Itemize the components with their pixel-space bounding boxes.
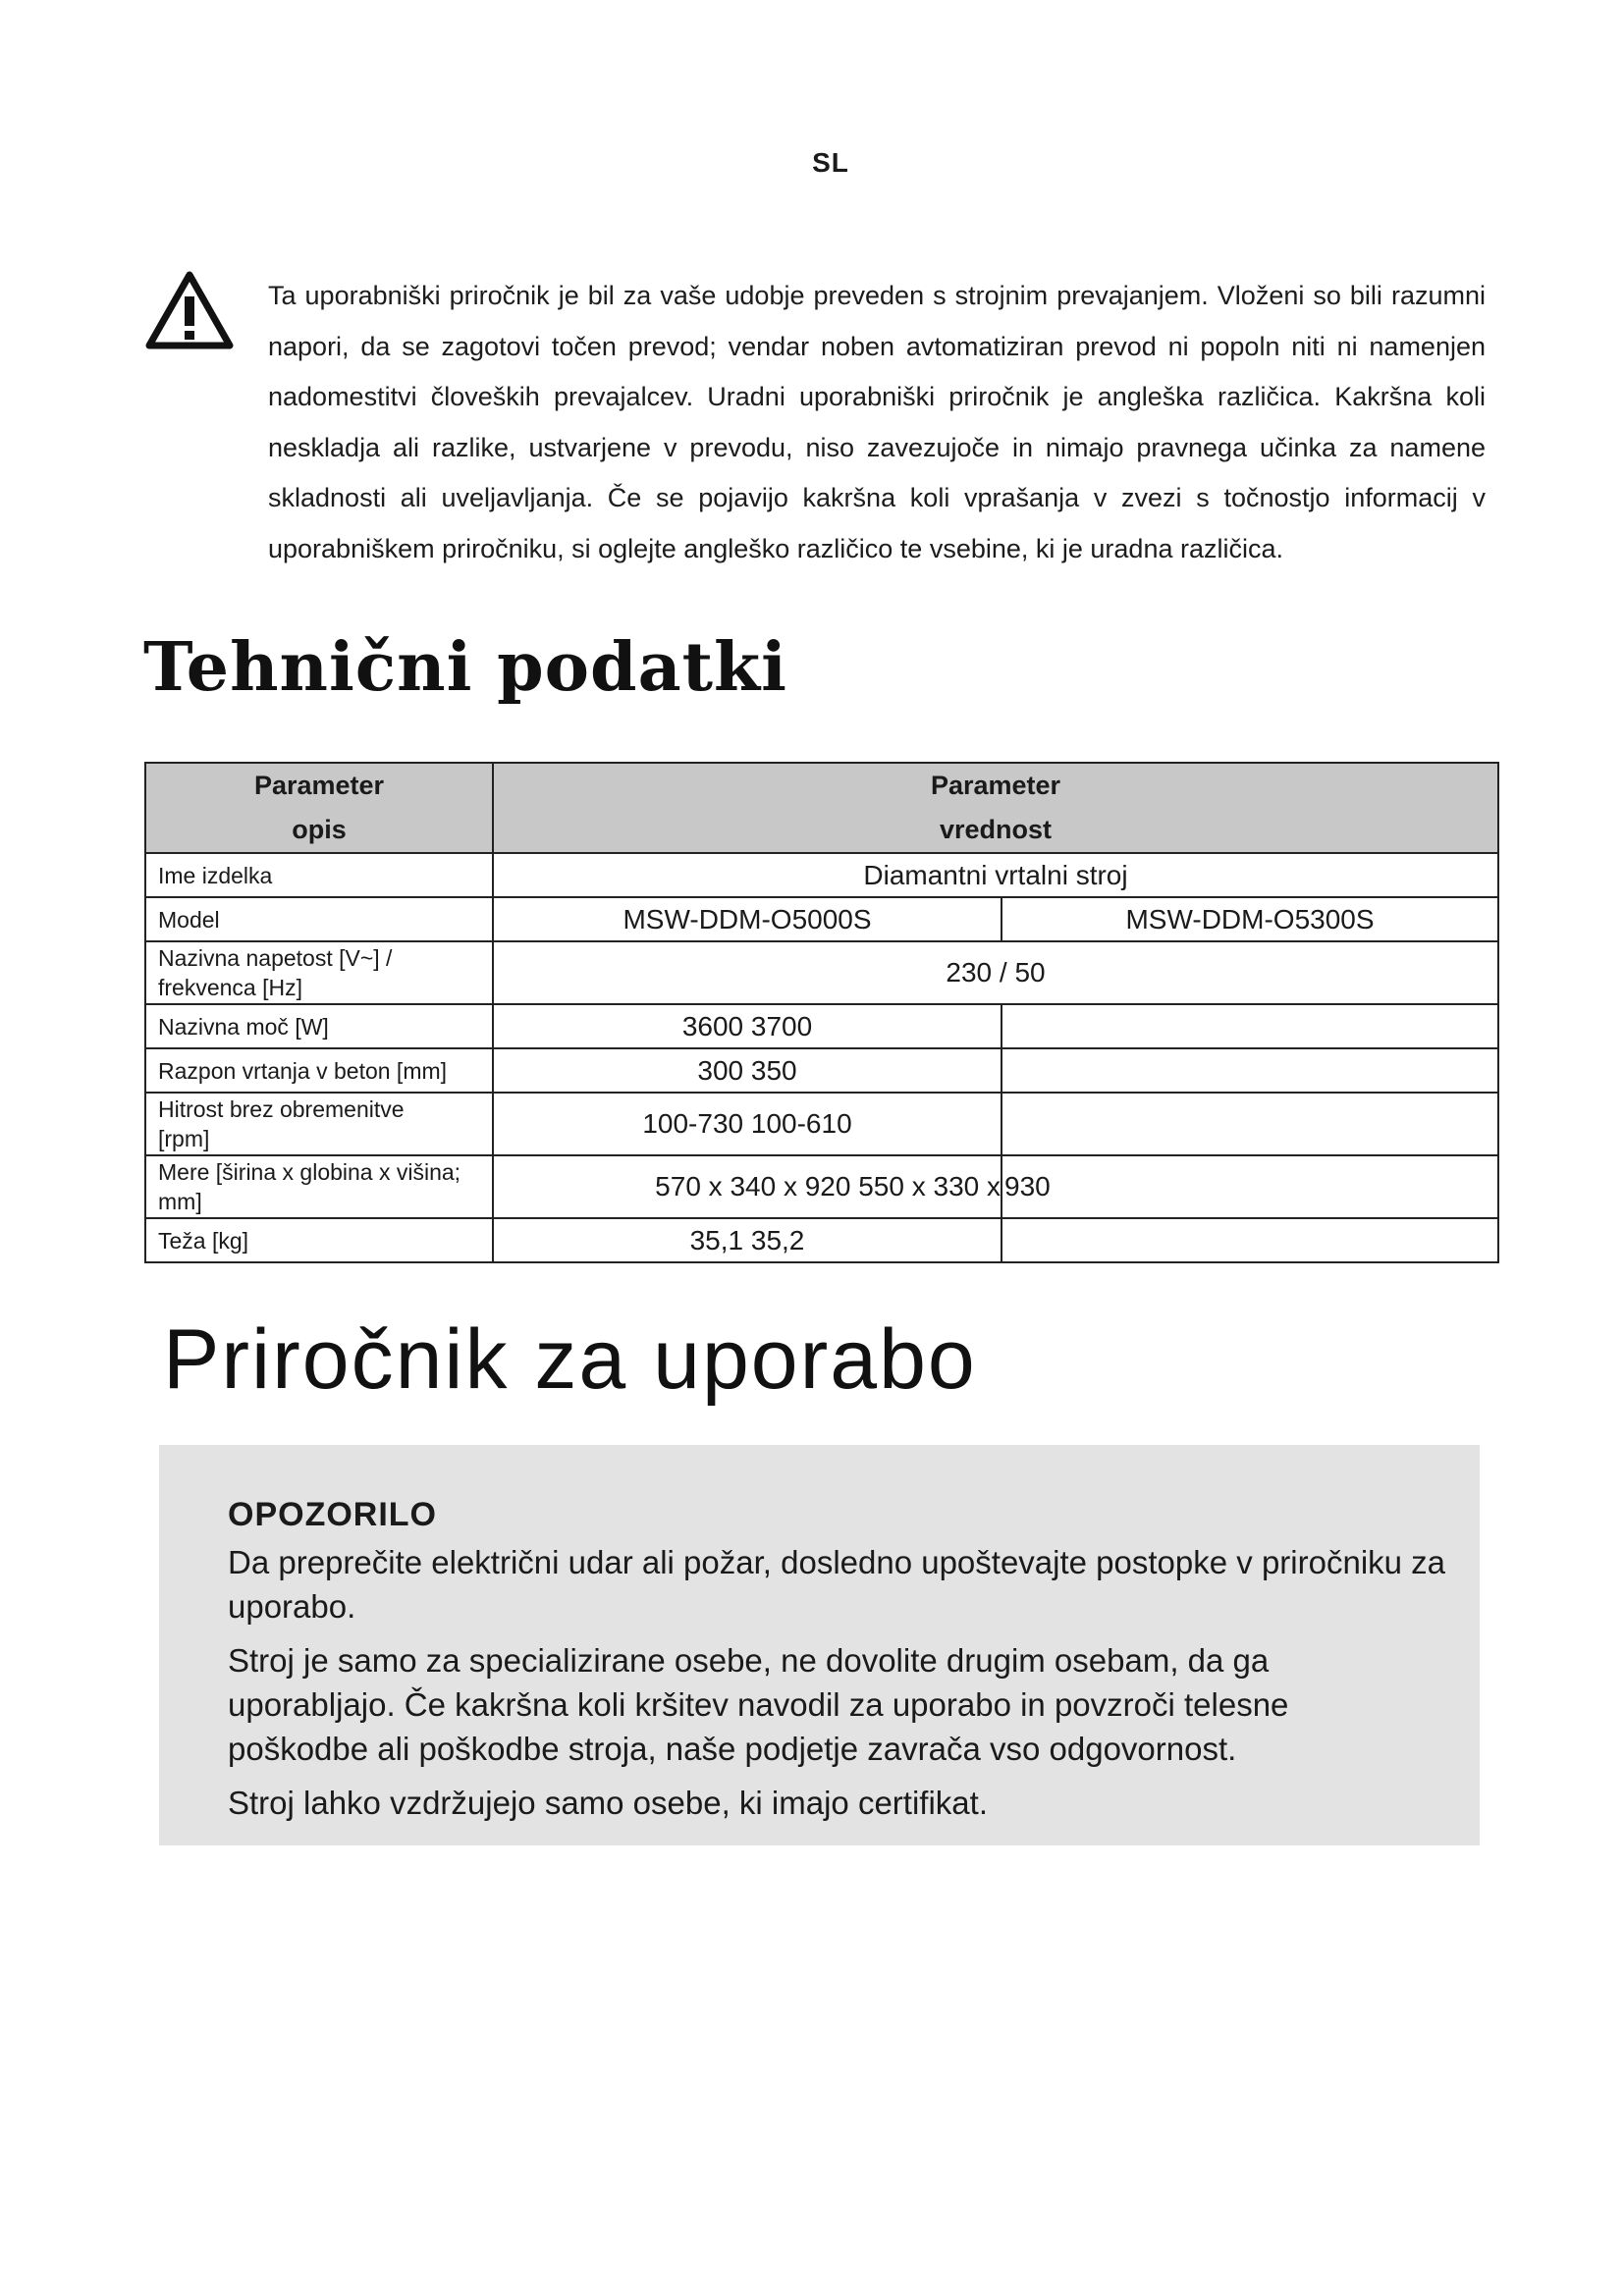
row-value-product-name: Diamantni vrtalni stroj (493, 853, 1498, 897)
warning-paragraph-2 (228, 1638, 1480, 1771)
table-header-row (145, 763, 1498, 853)
row-label-weight: Teža [kg] (145, 1218, 493, 1262)
technical-data-heading: Tehnični podatki (143, 628, 787, 707)
header-col2-line2: vrednost (939, 815, 1053, 844)
row-label-dimensions-line1: Mere [širina x globina x višina; (158, 1159, 461, 1185)
warning-p2-line3: poškodbe ali poškodbe stroja, naše podjetje zavrača vso odgovornost. (228, 1731, 1237, 1767)
warning-box (159, 1445, 1480, 1845)
warning-p2-line2: uporabljajo. Če kakršna koli kršitev navodil za uporabo in povzroči telesne (228, 1686, 1289, 1723)
warning-paragraph-1 (228, 1540, 1480, 1629)
row-empty-speed (1001, 1093, 1498, 1155)
row-value-power: 3600 3700 (493, 1004, 1001, 1048)
warning-p1-line2: uporabo. (228, 1588, 356, 1625)
row-value-model-b: MSW-DDM-O5300S (1001, 897, 1498, 941)
row-value-model-a: MSW-DDM-O5000S (493, 897, 1001, 941)
table-row (145, 1218, 1498, 1262)
header-col2-line1: Parameter (930, 771, 1061, 800)
row-label-voltage-line1: Nazivna napetost [V~] / (158, 945, 393, 971)
row-empty-drilling-range (1001, 1048, 1498, 1093)
header-parameter-description (145, 763, 493, 853)
warning-p1-line1: Da preprečite električni udar ali požar, dosledno upoštevajte postopke v priročniku za (228, 1544, 1446, 1580)
row-value-dimensions-b: 930 (1001, 1155, 1498, 1218)
header-parameter-value (493, 763, 1498, 853)
translation-disclaimer: Ta uporabniški priročnik je bil za vaše udobje preveden s strojnim prevajanjem. Vloženi so bili razumni napori, da se zagotovi točen prevod; vendar noben avtomatiziran prevod ni popoln niti ni namenjen nadomestitvi človeških prevajalcev. Uradni uporabniški priročnik je angleška različica. Kakršna koli neskladja ali razlike, ustvarjene v prevodu, niso zavezujoče in nimajo pravnega učinka za namene skladnosti ali uveljavljanja. Če se pojavijo kakršna koli vprašanja v zvezi s točnostjo informacij v uporabniškem priročniku, si oglejte angleško različico te vsebine, ki je uradna različica. (268, 281, 1486, 563)
language-code: SL (812, 147, 849, 178)
row-label-voltage-line2: frekvenca [Hz] (158, 975, 302, 1000)
row-label-model: Model (145, 897, 493, 941)
row-label-power: Nazivna moč [W] (145, 1004, 493, 1048)
row-empty-weight (1001, 1218, 1498, 1262)
table-row (145, 941, 1498, 1004)
row-value-drilling-range: 300 350 (493, 1048, 1001, 1093)
warning-title: OPOZORILO (228, 1496, 437, 1533)
row-label-speed-line2: [rpm] (158, 1126, 210, 1151)
specifications-table (144, 762, 1499, 1263)
row-label-speed-line1: Hitrost brez obremenitve (158, 1096, 405, 1122)
warning-paragraph-3: Stroj lahko vzdržujejo samo osebe, ki imajo certifikat. (228, 1785, 988, 1821)
user-manual-heading: Priročnik za uporabo (163, 1312, 977, 1407)
row-value-weight: 35,1 35,2 (493, 1218, 1001, 1262)
header-col1-line1: Parameter (253, 771, 385, 800)
warning-triangle-icon (145, 271, 234, 349)
table-row (145, 1093, 1498, 1155)
row-label-drilling-range: Razpon vrtanja v beton [mm] (145, 1048, 493, 1093)
header-col1-line2: opis (292, 815, 347, 844)
row-label-product-name: Ime izdelka (145, 853, 493, 897)
row-empty-power (1001, 1004, 1498, 1048)
row-label-dimensions (145, 1155, 493, 1218)
row-label-speed (145, 1093, 493, 1155)
table-row (145, 1004, 1498, 1048)
row-value-speed: 100-730 100-610 (493, 1093, 1001, 1155)
warning-p2-line1: Stroj je samo za specializirane osebe, ne dovolite drugim osebam, da ga (228, 1642, 1270, 1679)
row-value-dimensions-a: 570 x 340 x 920 550 x 330 x (493, 1155, 1001, 1218)
table-row (145, 897, 1498, 941)
table-row (145, 1048, 1498, 1093)
row-label-dimensions-line2: mm] (158, 1189, 202, 1214)
table-row (145, 853, 1498, 897)
table-row (145, 1155, 1498, 1218)
row-value-voltage: 230 / 50 (493, 941, 1498, 1004)
row-label-voltage (145, 941, 493, 1004)
